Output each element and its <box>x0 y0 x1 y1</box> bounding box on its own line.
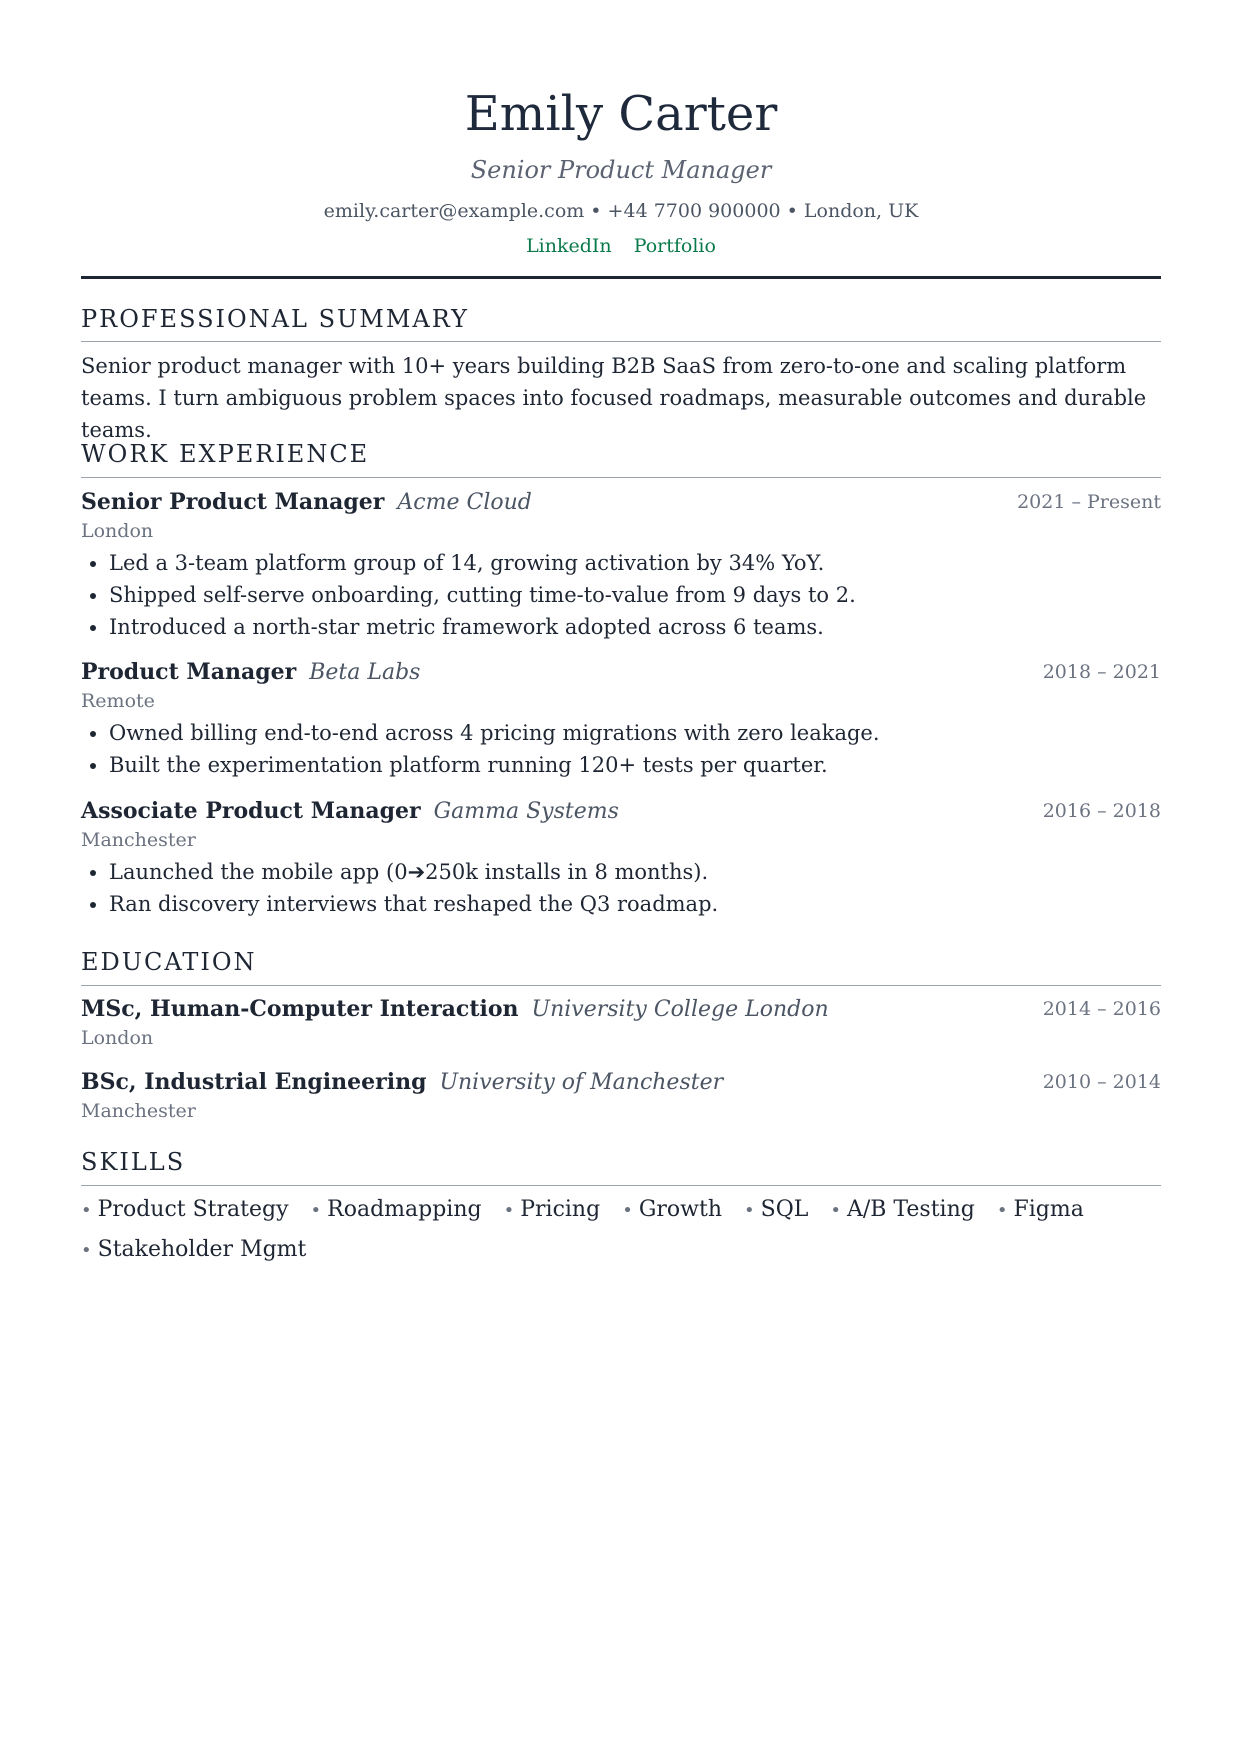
job-dates: 2018 – 2021 <box>1042 661 1161 683</box>
job-company: Gamma Systems <box>433 799 619 824</box>
job-header <box>81 486 1161 518</box>
job-company: Acme Cloud <box>397 490 532 515</box>
skill-tag <box>744 1190 808 1230</box>
candidate-title: Senior Product Manager <box>470 156 772 184</box>
skill-tag <box>311 1190 482 1230</box>
bullet-dot: • <box>503 1200 515 1221</box>
bullet-dot: • <box>81 1240 92 1261</box>
list-item: • Ran discovery interviews that reshaped the Q3 roadmap. <box>109 888 1159 920</box>
bullet-dot: • <box>622 1200 633 1221</box>
education-heading: EDUCATION <box>81 948 257 976</box>
job-title: Senior Product Manager <box>81 489 385 515</box>
education-location: London <box>81 1027 154 1049</box>
skill-label: Figma <box>1013 1197 1084 1222</box>
list-item: • Led a 3-team platform group of 14, growing activation by 34% YoY. <box>109 547 1159 579</box>
education-header <box>81 993 1161 1025</box>
summary-heading: PROFESSIONAL SUMMARY <box>81 305 469 333</box>
experience-divider <box>81 477 1161 478</box>
degree: BSc, Industrial Engineering <box>81 1069 427 1095</box>
job-bullets <box>81 717 1159 781</box>
skills-divider <box>81 1185 1161 1186</box>
education-location: Manchester <box>81 1100 196 1122</box>
skill-tag <box>622 1190 722 1230</box>
experience-heading: WORK EXPERIENCE <box>81 440 370 468</box>
candidate-name: Emily Carter <box>464 86 778 142</box>
job-location: Manchester <box>81 829 196 851</box>
list-item: • Built the experimentation platform running 120+ tests per quarter. <box>109 749 1159 781</box>
job-title: Product Manager <box>81 659 297 685</box>
skill-label: A/B Testing <box>846 1197 975 1222</box>
education-dates: 2010 – 2014 <box>1042 1071 1161 1093</box>
job-title: Associate Product Manager <box>81 798 421 824</box>
job-dates: 2021 – Present <box>1017 491 1161 513</box>
skill-label: Product Strategy <box>97 1197 289 1222</box>
skills-list <box>81 1190 1161 1270</box>
bullet-dot: • <box>830 1200 841 1221</box>
education-divider <box>81 985 1161 986</box>
education-dates: 2014 – 2016 <box>1042 998 1161 1020</box>
job-company: Beta Labs <box>309 660 421 685</box>
bullet-dot: • <box>744 1200 755 1221</box>
skill-label: Roadmapping <box>327 1197 482 1222</box>
degree: MSc, Human-Computer Interaction <box>81 996 519 1022</box>
list-item: • Shipped self-serve onboarding, cutting time-to-value from 9 days to 2. <box>109 579 1159 611</box>
portfolio-link[interactable]: Portfolio <box>633 235 716 257</box>
job-header <box>81 795 1161 827</box>
skills-heading: SKILLS <box>81 1148 186 1176</box>
job-bullets <box>81 547 1159 643</box>
list-item: • Owned billing end-to-end across 4 pricing migrations with zero leakage. <box>109 717 1159 749</box>
job-location: Remote <box>81 690 155 712</box>
summary-text: Senior product manager with 10+ years building B2B SaaS from zero-to-one and scaling platform teams. I turn ambiguous problem spaces into focused roadmaps, measurable outcomes and durable teams. <box>81 354 1147 442</box>
school: University of Manchester <box>439 1070 724 1095</box>
bullet-dot: • <box>310 1200 322 1221</box>
skill-label: Stakeholder Mgmt <box>97 1237 307 1262</box>
linkedin-link[interactable]: LinkedIn <box>526 235 612 257</box>
list-item: • Launched the mobile app (0➔250k installs in 8 months). <box>109 856 1159 888</box>
skill-tag <box>997 1190 1084 1230</box>
profile-links <box>81 233 1161 259</box>
skill-label: Growth <box>638 1197 722 1222</box>
skill-tag <box>81 1230 306 1270</box>
bullet-dot: • <box>996 1200 1008 1221</box>
job-header <box>81 656 1161 688</box>
contact-line: emily.carter@example.com • +44 7700 900000 • London, UK <box>323 200 919 222</box>
skill-tag <box>81 1190 289 1230</box>
header-divider <box>81 276 1161 279</box>
summary-divider <box>81 341 1161 342</box>
bullet-dot: • <box>81 1200 92 1221</box>
list-item: • Introduced a north-star metric framework adopted across 6 teams. <box>109 611 1159 643</box>
school: University College London <box>531 997 829 1022</box>
job-dates: 2016 – 2018 <box>1042 800 1161 822</box>
job-location: London <box>81 520 154 542</box>
skill-label: Pricing <box>520 1197 601 1222</box>
skill-tag <box>830 1190 975 1230</box>
skill-label: SQL <box>760 1197 809 1222</box>
job-bullets <box>81 856 1159 920</box>
skill-tag <box>504 1190 601 1230</box>
education-header <box>81 1066 1161 1098</box>
